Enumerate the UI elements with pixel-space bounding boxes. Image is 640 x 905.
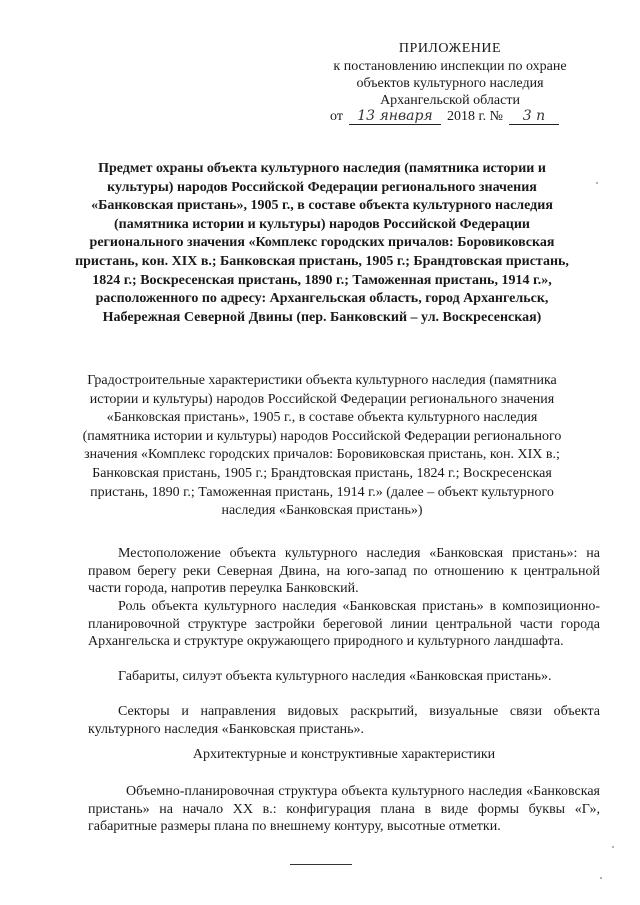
appendix-title: ПРИЛОЖЕНИЕ [398, 41, 502, 56]
scan-speck [596, 182, 598, 184]
paragraph-volume [88, 783, 600, 836]
appendix-line3: Архангельской области [380, 93, 520, 108]
paragraph-dimensions-text: Габариты, силуэт объекта культурного наследия «Банковская пристань». [118, 669, 552, 684]
appendix-block [300, 40, 600, 57]
paragraph-location-text: Местоположение объекта культурного наследия «Банковская пристань»: на правом берегу реки Северная Двина, на юго-запад по отношению к центральной части города, напротив переулка Банковский. [88, 546, 600, 596]
scan-speck [600, 877, 602, 879]
paragraph-location [88, 545, 600, 598]
paragraph-role [88, 598, 600, 651]
appendix-line1: к постановлению инспекции по охране [333, 59, 567, 74]
appendix-year: 2018 г. № [446, 109, 503, 124]
paragraph-sectors-text: Секторы и направления видовых раскрытий, визуальные связи объекта культурного наследия «Банковская пристань». [88, 704, 600, 737]
appendix-prefix: от [330, 109, 343, 124]
scan-speck [612, 846, 614, 848]
paragraph-dimensions [88, 668, 600, 686]
appendix-date-row [330, 108, 600, 125]
document-heading: Предмет охраны объекта культурного наследия (памятника истории и культуры) народов Российской Федерации регионального значения «Банковская пристань», 1905 г., в составе объекта культурного наследия (памятника истории и культуры) народов Российской Федерации регионального значения «Комплекс городских причалов: Боровиковская пристань, кон. XIX в.; Банковская пристань, 1905 г.; Брандтовская пристань, 1824 г.; Воскресенская пристань, 1890 г.; Таможенная пристань, 1914 г.», расположенного по адресу: Архангельская область, город Архангельск, Набережная Северной Двины (пер. Банковский – ул. Воскресенская) [75, 161, 569, 325]
handwritten-date: 13 января [349, 108, 441, 125]
footer-divider [290, 864, 352, 865]
paragraph-role-text: Роль объекта культурного наследия «Банковская пристань» в композиционно-планировочной структуре застройки береговой линии центральной части города Архангельска и структуре окружающего природного и культурного ландшафта. [88, 599, 600, 649]
paragraph-volume-text: Объемно-планировочная структура объекта культурного наследия «Банковская пристань» на начало XX в.: конфигурация плана в виде формы буквы «Г», габаритные размеры плана по внешнему контуру, высотные отметки. [88, 784, 600, 834]
handwritten-number: 3 п [509, 108, 559, 125]
paragraph-sectors [88, 703, 600, 738]
appendix-line2: объектов культурного наследия [356, 76, 544, 91]
section-title: Архитектурные и конструктивные характеристики [192, 747, 496, 762]
document-subheading: Градостроительные характеристики объекта культурного наследия (памятника истории и культуры) народов Российской Федерации регионального значения «Банковская пристань», 1905 г., в составе объекта культурного наследия (памятника истории и культуры) народов Российской Федерации регионального значения «Комплекс городских причалов: Боровиковская пристань, кон. XIX в.; Банковская пристань, 1905 г.; Брандтовская пристань, 1824 г.; Воскресенская пристань, 1890 г.; Таможенная пристань, 1914 г.» (далее – объект культурного наследия «Банковская пристань») [82, 373, 562, 519]
